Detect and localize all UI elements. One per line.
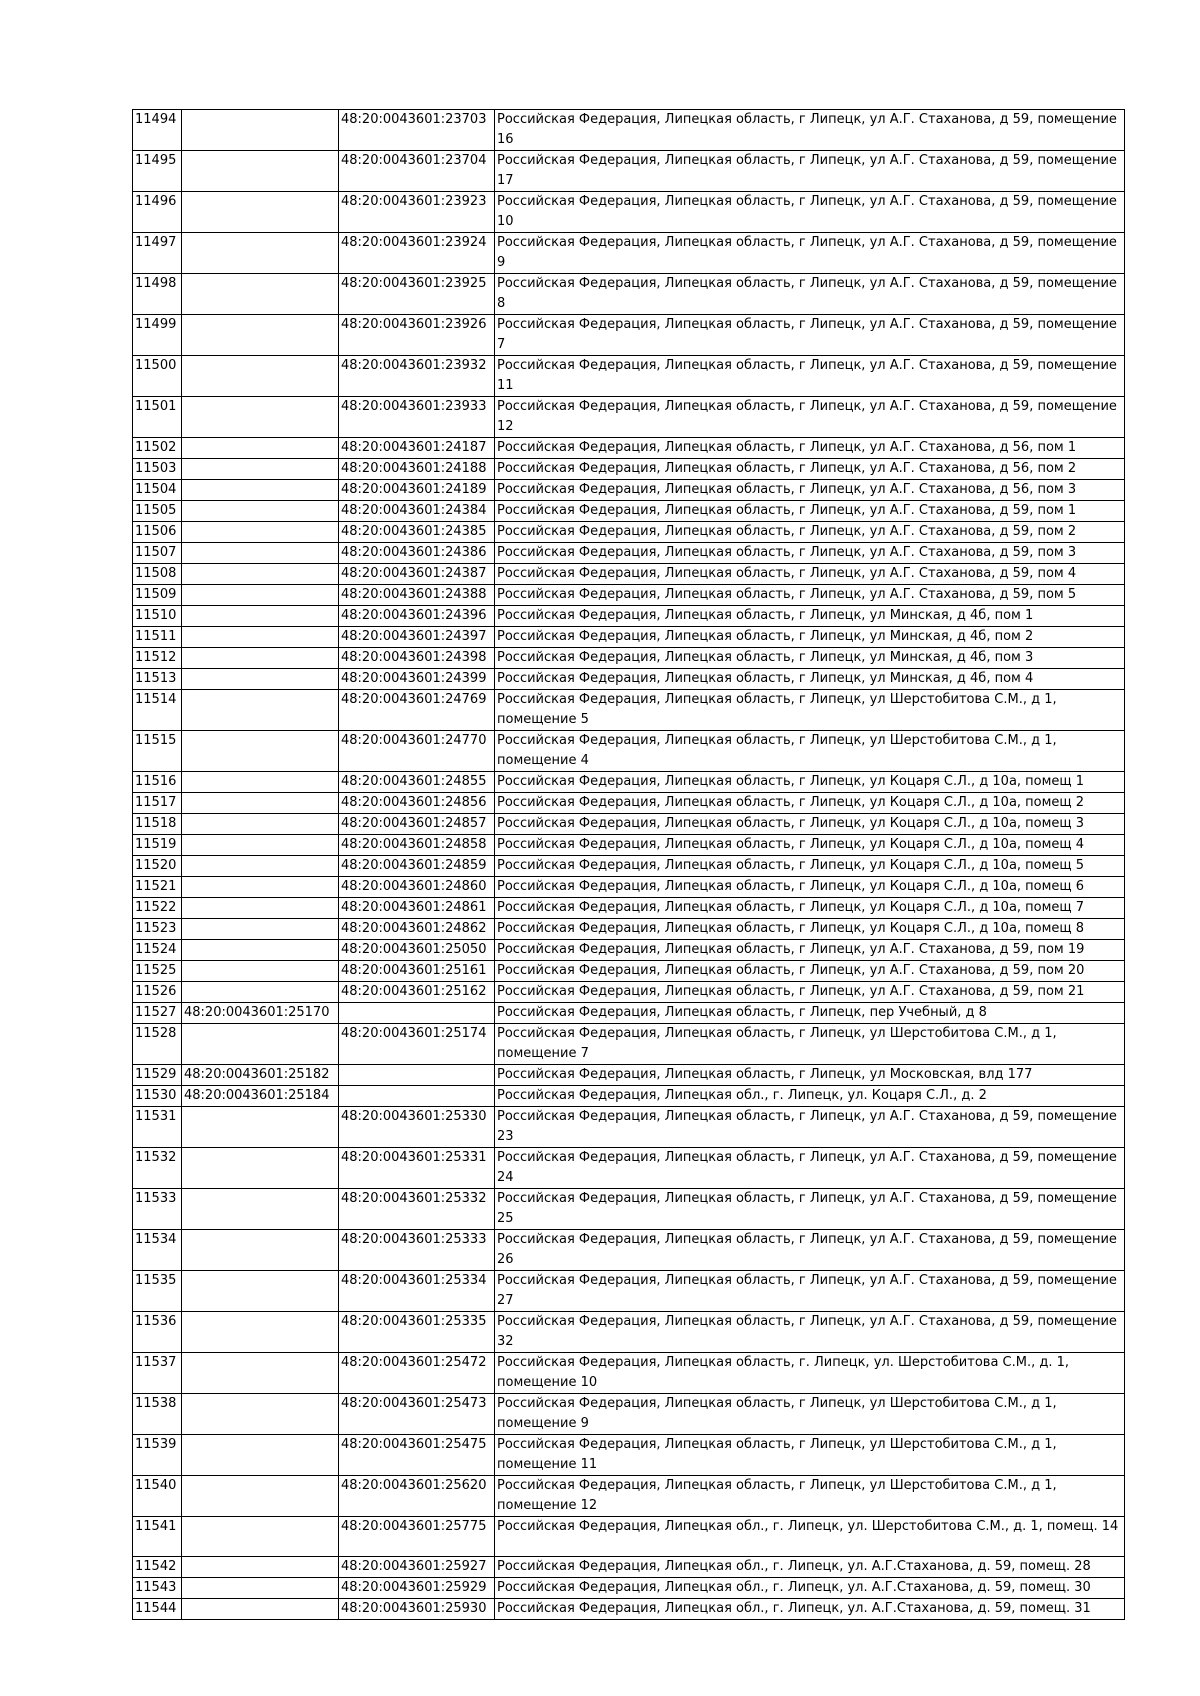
cadastral-number-cell-a [182, 772, 339, 793]
row-number-cell: 11524 [133, 940, 182, 961]
row-number-cell: 11498 [133, 274, 182, 315]
row-number-cell: 11500 [133, 356, 182, 397]
cadastral-number-cell-a [182, 1312, 339, 1353]
cadastral-number-cell-b [339, 1086, 495, 1107]
cadastral-number-cell-a: 48:20:0043601:25170 [182, 1003, 339, 1024]
cadastral-number-cell-a [182, 480, 339, 501]
address-cell: Российская Федерация, Липецкая обл., г. Липецк, ул. Коцаря С.Л., д. 2 [495, 1086, 1125, 1107]
address-cell: Российская Федерация, Липецкая область, г Липецк, ул Московская, влд 177 [495, 1065, 1125, 1086]
row-number-cell: 11544 [133, 1599, 182, 1620]
cadastral-number-cell-a [182, 1353, 339, 1394]
table-row [133, 898, 1125, 919]
cadastral-number-cell-b: 48:20:0043601:23924 [339, 233, 495, 274]
cadastral-number-cell-a [182, 315, 339, 356]
table-row [133, 1476, 1125, 1517]
address-cell: Российская Федерация, Липецкая область, г Липецк, пер Учебный, д 8 [495, 1003, 1125, 1024]
cadastral-number-cell-b: 48:20:0043601:24189 [339, 480, 495, 501]
row-number-cell: 11497 [133, 233, 182, 274]
cadastral-number-cell-a [182, 459, 339, 480]
table-row [133, 814, 1125, 835]
table-row [133, 543, 1125, 564]
cadastral-number-cell-a [182, 877, 339, 898]
cadastral-number-cell-a [182, 356, 339, 397]
cadastral-number-cell-a [182, 1230, 339, 1271]
row-number-cell: 11494 [133, 110, 182, 151]
address-cell: Российская Федерация, Липецкая область, г Липецк, ул А.Г. Стаханова, д 59, помещение 8 [495, 274, 1125, 315]
row-number-cell: 11536 [133, 1312, 182, 1353]
cadastral-number-cell-b: 48:20:0043601:24187 [339, 438, 495, 459]
address-cell: Российская Федерация, Липецкая обл., г. Липецк, ул. А.Г.Стаханова, д. 59, помещ. 30 [495, 1578, 1125, 1599]
row-number-cell: 11533 [133, 1189, 182, 1230]
address-cell: Российская Федерация, Липецкая область, г Липецк, ул А.Г. Стаханова, д 59, пом 2 [495, 522, 1125, 543]
table-row [133, 1557, 1125, 1578]
cadastral-number-cell-b: 48:20:0043601:23703 [339, 110, 495, 151]
cadastral-number-cell-a: 48:20:0043601:25184 [182, 1086, 339, 1107]
row-number-cell: 11495 [133, 151, 182, 192]
address-cell: Российская Федерация, Липецкая область, г Липецк, ул А.Г. Стаханова, д 59, помещение 7 [495, 315, 1125, 356]
table-row [133, 1024, 1125, 1065]
address-cell: Российская Федерация, Липецкая область, г Липецк, ул А.Г. Стаханова, д 59, помещение 10 [495, 192, 1125, 233]
row-number-cell: 11499 [133, 315, 182, 356]
table-row [133, 772, 1125, 793]
table-row [133, 1230, 1125, 1271]
table-row [133, 1086, 1125, 1107]
cadastral-number-cell-a [182, 274, 339, 315]
cadastral-number-cell-b: 48:20:0043601:25775 [339, 1517, 495, 1557]
cadastral-number-cell-b: 48:20:0043601:24385 [339, 522, 495, 543]
cadastral-number-cell-b: 48:20:0043601:25161 [339, 961, 495, 982]
row-number-cell: 11520 [133, 856, 182, 877]
cadastral-number-cell-a [182, 1517, 339, 1557]
table-row [133, 1353, 1125, 1394]
row-number-cell: 11540 [133, 1476, 182, 1517]
row-number-cell: 11542 [133, 1557, 182, 1578]
cadastral-number-cell-a [182, 1394, 339, 1435]
address-cell: Российская Федерация, Липецкая область, г Липецк, ул Шерстобитова С.М., д 1, помещение 11 [495, 1435, 1125, 1476]
row-number-cell: 11534 [133, 1230, 182, 1271]
cadastral-number-cell-a [182, 151, 339, 192]
address-cell: Российская Федерация, Липецкая область, г Липецк, ул А.Г. Стаханова, д 59, помещение 32 [495, 1312, 1125, 1353]
table-row [133, 1107, 1125, 1148]
address-cell: Российская Федерация, Липецкая область, г Липецк, ул А.Г. Стаханова, д 56, пом 1 [495, 438, 1125, 459]
cadastral-number-cell-a [182, 233, 339, 274]
table-row [133, 459, 1125, 480]
cadastral-number-cell-a [182, 814, 339, 835]
table-row [133, 835, 1125, 856]
table-row [133, 1517, 1125, 1557]
cadastral-number-cell-b: 48:20:0043601:24387 [339, 564, 495, 585]
cadastral-number-cell-a [182, 397, 339, 438]
cadastral-number-cell-a [182, 793, 339, 814]
cadastral-number-cell-b: 48:20:0043601:24398 [339, 648, 495, 669]
row-number-cell: 11526 [133, 982, 182, 1003]
address-cell: Российская Федерация, Липецкая область, г Липецк, ул Коцаря С.Л., д 10а, помещ 2 [495, 793, 1125, 814]
table-row [133, 110, 1125, 151]
table-body [133, 110, 1125, 1620]
cadastral-number-cell-b: 48:20:0043601:23925 [339, 274, 495, 315]
address-cell: Российская Федерация, Липецкая область, г Липецк, ул Коцаря С.Л., д 10а, помещ 1 [495, 772, 1125, 793]
cadastral-number-cell-b: 48:20:0043601:25331 [339, 1148, 495, 1189]
table-row [133, 356, 1125, 397]
cadastral-number-cell-a [182, 961, 339, 982]
row-number-cell: 11509 [133, 585, 182, 606]
cadastral-number-cell-b: 48:20:0043601:25335 [339, 1312, 495, 1353]
table-row [133, 856, 1125, 877]
address-cell: Российская Федерация, Липецкая область, г Липецк, ул А.Г. Стаханова, д 59, помещение 12 [495, 397, 1125, 438]
cadastral-number-cell-a: 48:20:0043601:25182 [182, 1065, 339, 1086]
address-cell: Российская Федерация, Липецкая область, г Липецк, ул Шерстобитова С.М., д 1, помещение 9 [495, 1394, 1125, 1435]
cadastral-number-cell-a [182, 1148, 339, 1189]
cadastral-number-cell-b: 48:20:0043601:25334 [339, 1271, 495, 1312]
cadastral-number-cell-b [339, 1003, 495, 1024]
cadastral-number-cell-b: 48:20:0043601:25330 [339, 1107, 495, 1148]
address-cell: Российская Федерация, Липецкая область, г Липецк, ул А.Г. Стаханова, д 59, пом 20 [495, 961, 1125, 982]
cadastral-number-cell-a [182, 1189, 339, 1230]
cadastral-number-cell-a [182, 627, 339, 648]
row-number-cell: 11532 [133, 1148, 182, 1189]
row-number-cell: 11504 [133, 480, 182, 501]
table-row [133, 1599, 1125, 1620]
property-table [132, 109, 1125, 1620]
address-cell: Российская Федерация, Липецкая область, г Липецк, ул А.Г. Стаханова, д 59, помещение 23 [495, 1107, 1125, 1148]
address-cell: Российская Федерация, Липецкая область, г Липецк, ул А.Г. Стаханова, д 59, пом 1 [495, 501, 1125, 522]
cadastral-number-cell-a [182, 501, 339, 522]
address-cell: Российская Федерация, Липецкая область, г Липецк, ул А.Г. Стаханова, д 59, пом 4 [495, 564, 1125, 585]
table-row [133, 564, 1125, 585]
cadastral-number-cell-b [339, 1065, 495, 1086]
address-cell: Российская Федерация, Липецкая область, г Липецк, ул А.Г. Стаханова, д 59, помещение 9 [495, 233, 1125, 274]
row-number-cell: 11531 [133, 1107, 182, 1148]
row-number-cell: 11517 [133, 793, 182, 814]
cadastral-number-cell-a [182, 1578, 339, 1599]
row-number-cell: 11528 [133, 1024, 182, 1065]
table-row [133, 585, 1125, 606]
cadastral-number-cell-a [182, 1557, 339, 1578]
row-number-cell: 11543 [133, 1578, 182, 1599]
cadastral-number-cell-b: 48:20:0043601:25174 [339, 1024, 495, 1065]
row-number-cell: 11506 [133, 522, 182, 543]
address-cell: Российская Федерация, Липецкая область, г Липецк, ул Коцаря С.Л., д 10а, помещ 8 [495, 919, 1125, 940]
row-number-cell: 11501 [133, 397, 182, 438]
cadastral-number-cell-a [182, 438, 339, 459]
address-cell: Российская Федерация, Липецкая область, г Липецк, ул А.Г. Стаханова, д 59, помещение 25 [495, 1189, 1125, 1230]
address-cell: Российская Федерация, Липецкая область, г Липецк, ул Минская, д 4б, пом 4 [495, 669, 1125, 690]
cadastral-number-cell-a [182, 110, 339, 151]
cadastral-number-cell-b: 48:20:0043601:23932 [339, 356, 495, 397]
cadastral-number-cell-b: 48:20:0043601:25472 [339, 1353, 495, 1394]
address-cell: Российская Федерация, Липецкая область, г Липецк, ул Коцаря С.Л., д 10а, помещ 5 [495, 856, 1125, 877]
table-row [133, 690, 1125, 731]
cadastral-number-cell-b: 48:20:0043601:24857 [339, 814, 495, 835]
cadastral-number-cell-b: 48:20:0043601:24397 [339, 627, 495, 648]
cadastral-number-cell-b: 48:20:0043601:25050 [339, 940, 495, 961]
cadastral-number-cell-b: 48:20:0043601:24188 [339, 459, 495, 480]
cadastral-number-cell-b: 48:20:0043601:24769 [339, 690, 495, 731]
address-cell: Российская Федерация, Липецкая область, г Липецк, ул А.Г. Стаханова, д 56, пом 2 [495, 459, 1125, 480]
cadastral-number-cell-b: 48:20:0043601:25333 [339, 1230, 495, 1271]
row-number-cell: 11541 [133, 1517, 182, 1557]
address-cell: Российская Федерация, Липецкая область, г Липецк, ул А.Г. Стаханова, д 59, пом 19 [495, 940, 1125, 961]
cadastral-number-cell-b: 48:20:0043601:24856 [339, 793, 495, 814]
cadastral-number-cell-a [182, 835, 339, 856]
cadastral-number-cell-b: 48:20:0043601:24386 [339, 543, 495, 564]
address-cell: Российская Федерация, Липецкая обл., г. Липецк, ул. А.Г.Стаханова, д. 59, помещ. 31 [495, 1599, 1125, 1620]
table-row [133, 274, 1125, 315]
cadastral-number-cell-a [182, 919, 339, 940]
row-number-cell: 11518 [133, 814, 182, 835]
cadastral-number-cell-b: 48:20:0043601:25332 [339, 1189, 495, 1230]
cadastral-number-cell-a [182, 898, 339, 919]
row-number-cell: 11496 [133, 192, 182, 233]
table-row [133, 397, 1125, 438]
address-cell: Российская Федерация, Липецкая область, г Липецк, ул А.Г. Стаханова, д 59, помещение 16 [495, 110, 1125, 151]
table-row [133, 731, 1125, 772]
cadastral-number-cell-b: 48:20:0043601:24859 [339, 856, 495, 877]
cadastral-number-cell-b: 48:20:0043601:24858 [339, 835, 495, 856]
address-cell: Российская Федерация, Липецкая область, г Липецк, ул Минская, д 4б, пом 2 [495, 627, 1125, 648]
cadastral-number-cell-b: 48:20:0043601:24861 [339, 898, 495, 919]
cadastral-number-cell-a [182, 856, 339, 877]
table-row [133, 669, 1125, 690]
cadastral-number-cell-b: 48:20:0043601:25620 [339, 1476, 495, 1517]
table-row [133, 1003, 1125, 1024]
row-number-cell: 11529 [133, 1065, 182, 1086]
row-number-cell: 11515 [133, 731, 182, 772]
row-number-cell: 11507 [133, 543, 182, 564]
table-row [133, 1189, 1125, 1230]
address-cell: Российская Федерация, Липецкая область, г Липецк, ул А.Г. Стаханова, д 56, пом 3 [495, 480, 1125, 501]
row-number-cell: 11511 [133, 627, 182, 648]
table-row [133, 919, 1125, 940]
cadastral-number-cell-a [182, 522, 339, 543]
table-row [133, 480, 1125, 501]
row-number-cell: 11505 [133, 501, 182, 522]
table-row [133, 877, 1125, 898]
cadastral-number-cell-a [182, 1599, 339, 1620]
table-row [133, 606, 1125, 627]
cadastral-number-cell-a [182, 1435, 339, 1476]
cadastral-number-cell-b: 48:20:0043601:24388 [339, 585, 495, 606]
address-cell: Российская Федерация, Липецкая область, г Липецк, ул А.Г. Стаханова, д 59, помещение 26 [495, 1230, 1125, 1271]
row-number-cell: 11538 [133, 1394, 182, 1435]
row-number-cell: 11525 [133, 961, 182, 982]
cadastral-number-cell-a [182, 690, 339, 731]
row-number-cell: 11503 [133, 459, 182, 480]
cadastral-number-cell-a [182, 1476, 339, 1517]
row-number-cell: 11521 [133, 877, 182, 898]
cadastral-number-cell-a [182, 564, 339, 585]
cadastral-number-cell-b: 48:20:0043601:24860 [339, 877, 495, 898]
row-number-cell: 11523 [133, 919, 182, 940]
table-row [133, 982, 1125, 1003]
table-row [133, 627, 1125, 648]
cadastral-number-cell-a [182, 606, 339, 627]
row-number-cell: 11516 [133, 772, 182, 793]
table-row [133, 940, 1125, 961]
address-cell: Российская Федерация, Липецкая область, г Липецк, ул Коцаря С.Л., д 10а, помещ 4 [495, 835, 1125, 856]
cadastral-number-cell-b: 48:20:0043601:25473 [339, 1394, 495, 1435]
address-cell: Российская Федерация, Липецкая область, г Липецк, ул А.Г. Стаханова, д 59, помещение 17 [495, 151, 1125, 192]
address-cell: Российская Федерация, Липецкая область, г Липецк, ул А.Г. Стаханова, д 59, помещение 24 [495, 1148, 1125, 1189]
table-row [133, 1065, 1125, 1086]
address-cell: Российская Федерация, Липецкая область, г Липецк, ул А.Г. Стаханова, д 59, пом 21 [495, 982, 1125, 1003]
address-cell: Российская Федерация, Липецкая область, г Липецк, ул А.Г. Стаханова, д 59, пом 3 [495, 543, 1125, 564]
row-number-cell: 11535 [133, 1271, 182, 1312]
table-row [133, 192, 1125, 233]
row-number-cell: 11537 [133, 1353, 182, 1394]
row-number-cell: 11508 [133, 564, 182, 585]
cadastral-number-cell-b: 48:20:0043601:24855 [339, 772, 495, 793]
cadastral-number-cell-a [182, 982, 339, 1003]
row-number-cell: 11539 [133, 1435, 182, 1476]
address-cell: Российская Федерация, Липецкая область, г Липецк, ул Шерстобитова С.М., д 1, помещение 4 [495, 731, 1125, 772]
address-cell: Российская Федерация, Липецкая область, г Липецк, ул А.Г. Стаханова, д 59, пом 5 [495, 585, 1125, 606]
address-cell: Российская Федерация, Липецкая обл., г. Липецк, ул. Шерстобитова С.М., д. 1, помещ. 14 [495, 1517, 1125, 1557]
address-cell: Российская Федерация, Липецкая область, г Липецк, ул Шерстобитова С.М., д 1, помещение 7 [495, 1024, 1125, 1065]
table-row [133, 1312, 1125, 1353]
cadastral-number-cell-b: 48:20:0043601:25475 [339, 1435, 495, 1476]
address-cell: Российская Федерация, Липецкая область, г Липецк, ул Коцаря С.Л., д 10а, помещ 6 [495, 877, 1125, 898]
cadastral-number-cell-a [182, 1107, 339, 1148]
cadastral-number-cell-b: 48:20:0043601:25929 [339, 1578, 495, 1599]
address-cell: Российская Федерация, Липецкая область, г Липецк, ул А.Г. Стаханова, д 59, помещение 11 [495, 356, 1125, 397]
cadastral-number-cell-a [182, 669, 339, 690]
table-row [133, 522, 1125, 543]
cadastral-number-cell-b: 48:20:0043601:24770 [339, 731, 495, 772]
cadastral-number-cell-a [182, 648, 339, 669]
address-cell: Российская Федерация, Липецкая область, г Липецк, ул Коцаря С.Л., д 10а, помещ 3 [495, 814, 1125, 835]
cadastral-number-cell-b: 48:20:0043601:25927 [339, 1557, 495, 1578]
table-row [133, 1271, 1125, 1312]
table-row [133, 1148, 1125, 1189]
cadastral-number-cell-b: 48:20:0043601:23933 [339, 397, 495, 438]
cadastral-number-cell-b: 48:20:0043601:24862 [339, 919, 495, 940]
row-number-cell: 11527 [133, 1003, 182, 1024]
cadastral-number-cell-b: 48:20:0043601:25930 [339, 1599, 495, 1620]
row-number-cell: 11512 [133, 648, 182, 669]
address-cell: Российская Федерация, Липецкая область, г Липецк, ул Шерстобитова С.М., д 1, помещение 12 [495, 1476, 1125, 1517]
cadastral-number-cell-a [182, 1271, 339, 1312]
row-number-cell: 11519 [133, 835, 182, 856]
address-cell: Российская Федерация, Липецкая область, г Липецк, ул Шерстобитова С.М., д 1, помещение 5 [495, 690, 1125, 731]
table-row [133, 1435, 1125, 1476]
table-row [133, 793, 1125, 814]
cadastral-number-cell-b: 48:20:0043601:24396 [339, 606, 495, 627]
table-row [133, 315, 1125, 356]
table-row [133, 1578, 1125, 1599]
table-row [133, 961, 1125, 982]
address-cell: Российская Федерация, Липецкая область, г. Липецк, ул. Шерстобитова С.М., д. 1, помещение 10 [495, 1353, 1125, 1394]
cadastral-number-cell-b: 48:20:0043601:24399 [339, 669, 495, 690]
table-row [133, 233, 1125, 274]
address-cell: Российская Федерация, Липецкая область, г Липецк, ул А.Г. Стаханова, д 59, помещение 27 [495, 1271, 1125, 1312]
cadastral-number-cell-b: 48:20:0043601:24384 [339, 501, 495, 522]
cadastral-number-cell-a [182, 543, 339, 564]
cadastral-number-cell-a [182, 731, 339, 772]
row-number-cell: 11530 [133, 1086, 182, 1107]
cadastral-number-cell-b: 48:20:0043601:25162 [339, 982, 495, 1003]
row-number-cell: 11514 [133, 690, 182, 731]
cadastral-number-cell-a [182, 585, 339, 606]
cadastral-number-cell-a [182, 940, 339, 961]
row-number-cell: 11522 [133, 898, 182, 919]
row-number-cell: 11513 [133, 669, 182, 690]
table-row [133, 1394, 1125, 1435]
cadastral-number-cell-b: 48:20:0043601:23926 [339, 315, 495, 356]
cadastral-number-cell-b: 48:20:0043601:23704 [339, 151, 495, 192]
address-cell: Российская Федерация, Липецкая область, г Липецк, ул Коцаря С.Л., д 10а, помещ 7 [495, 898, 1125, 919]
cadastral-number-cell-b: 48:20:0043601:23923 [339, 192, 495, 233]
address-cell: Российская Федерация, Липецкая область, г Липецк, ул Минская, д 4б, пом 1 [495, 606, 1125, 627]
address-cell: Российская Федерация, Липецкая область, г Липецк, ул Минская, д 4б, пом 3 [495, 648, 1125, 669]
table-row [133, 151, 1125, 192]
table-row [133, 438, 1125, 459]
row-number-cell: 11510 [133, 606, 182, 627]
row-number-cell: 11502 [133, 438, 182, 459]
table-row [133, 501, 1125, 522]
address-cell: Российская Федерация, Липецкая обл., г. Липецк, ул. А.Г.Стаханова, д. 59, помещ. 28 [495, 1557, 1125, 1578]
table-row [133, 648, 1125, 669]
cadastral-number-cell-a [182, 192, 339, 233]
cadastral-number-cell-a [182, 1024, 339, 1065]
